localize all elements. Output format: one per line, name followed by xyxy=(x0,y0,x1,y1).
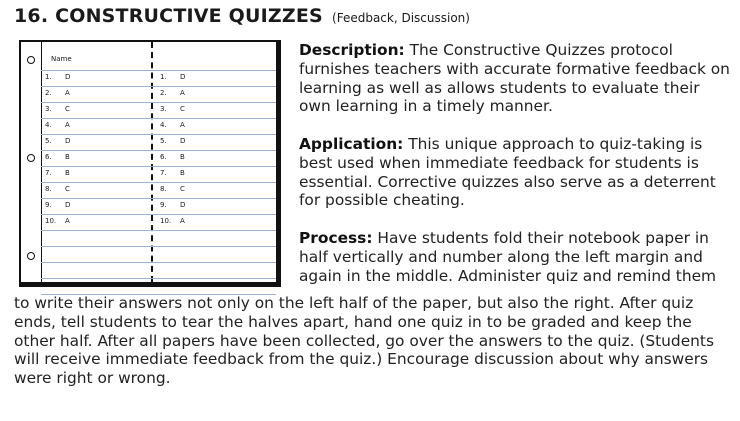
application-line: for possible cheating. xyxy=(299,191,465,210)
question-number: 4. xyxy=(160,121,167,129)
process-line: Have students fold their notebook paper in xyxy=(372,229,709,247)
ruled-line xyxy=(41,166,276,167)
ruled-line xyxy=(41,86,276,87)
application-paragraph xyxy=(299,135,739,210)
process-line: half vertically and number along the left margin and xyxy=(299,247,703,266)
process-line: ends, tell students to tear the halves apart, hand one quiz in to be graded and keep the xyxy=(14,312,692,331)
answer-letter: B xyxy=(180,169,185,177)
answer-letter: B xyxy=(180,153,185,161)
ruled-line xyxy=(41,246,276,247)
answer-letter: A xyxy=(180,121,185,129)
left-answer-row xyxy=(45,73,70,81)
answer-letter: D xyxy=(180,201,186,209)
answer-letter: A xyxy=(180,217,185,225)
question-number: 7. xyxy=(45,169,52,177)
left-answer-row xyxy=(45,201,70,209)
answer-letter: C xyxy=(180,105,185,113)
answer-letter: A xyxy=(180,89,185,97)
section-heading xyxy=(14,5,470,27)
process-line: to write their answers not only on the left half of the paper, but also the right. After quiz xyxy=(14,294,694,312)
description-line: own learning in a timely manner. xyxy=(299,97,553,116)
name-label: Name xyxy=(51,55,72,63)
right-answer-row xyxy=(160,73,185,81)
answer-letter: C xyxy=(65,185,70,193)
process-label: Process: xyxy=(299,229,373,247)
ruled-line xyxy=(41,278,276,279)
right-answer-row xyxy=(160,217,185,225)
right-answer-row xyxy=(160,153,185,161)
left-answer-row xyxy=(45,105,70,113)
ruled-line xyxy=(41,70,276,71)
right-answer-row xyxy=(160,185,185,193)
answer-letter: A xyxy=(65,217,70,225)
ruled-line xyxy=(41,150,276,151)
answer-letter: D xyxy=(65,137,71,145)
answer-letter: A xyxy=(65,121,70,129)
process-line: were right or wrong. xyxy=(14,369,171,388)
question-number: 4. xyxy=(45,121,52,129)
right-answer-row xyxy=(160,89,185,97)
question-number: 3. xyxy=(45,105,52,113)
right-answer-row xyxy=(160,201,185,209)
right-answer-row xyxy=(160,105,185,113)
question-number: 6. xyxy=(160,153,167,161)
application-line: This unique approach to quiz-taking is xyxy=(403,135,703,153)
question-number: 9. xyxy=(160,201,167,209)
application-line: essential. Corrective quizzes also serve as a deterrent xyxy=(299,172,716,191)
question-number: 8. xyxy=(160,185,167,193)
ruled-line xyxy=(41,198,276,199)
description-line: The Constructive Quizzes protocol xyxy=(404,41,673,59)
question-number: 3. xyxy=(160,105,167,113)
left-answer-row xyxy=(45,137,70,145)
answer-letter: D xyxy=(65,73,71,81)
left-answer-row xyxy=(45,185,70,193)
ruled-line xyxy=(41,102,276,103)
binder-hole-icon xyxy=(27,56,35,64)
process-line: will receive immediate feedback from the quiz.) Encourage discussion about why answers xyxy=(14,350,709,369)
notebook-paper-figure xyxy=(19,40,281,287)
ruled-line xyxy=(41,230,276,231)
ruled-line xyxy=(41,118,276,119)
description-paragraph xyxy=(299,41,739,116)
question-number: 2. xyxy=(160,89,167,97)
process-line: again in the middle. Administer quiz and remind them xyxy=(299,266,717,285)
right-answer-row xyxy=(160,121,185,129)
process-line: other half. After all papers have been collected, go over the answers to the quiz. (Students xyxy=(14,331,714,350)
left-answer-row xyxy=(45,217,70,225)
ruled-line xyxy=(41,262,276,263)
description-line: learning as well as allows students to evaluate their xyxy=(299,78,700,97)
answer-letter: C xyxy=(65,105,70,113)
ruled-line xyxy=(41,214,276,215)
application-label: Application: xyxy=(299,135,404,153)
ruled-line xyxy=(41,134,276,135)
left-answer-row xyxy=(45,153,70,161)
description-label: Description: xyxy=(299,41,405,59)
question-number: 10. xyxy=(45,217,57,225)
answer-letter: B xyxy=(65,169,70,177)
answer-letter: D xyxy=(180,73,186,81)
question-number: 10. xyxy=(160,217,172,225)
answer-letter: D xyxy=(65,201,71,209)
binder-hole-icon xyxy=(27,154,35,162)
left-answer-row xyxy=(45,121,70,129)
left-answer-row xyxy=(45,89,70,97)
question-number: 7. xyxy=(160,169,167,177)
question-number: 1. xyxy=(45,73,52,81)
section-tags: (Feedback, Discussion) xyxy=(332,11,470,25)
answer-letter: B xyxy=(65,153,70,161)
process-paragraph xyxy=(299,229,739,285)
process-paragraph-continued xyxy=(14,294,739,388)
application-line: best used when immediate feedback for students is xyxy=(299,153,699,172)
description-line: furnishes teachers with accurate formative feedback on xyxy=(299,59,730,78)
question-number: 5. xyxy=(45,137,52,145)
ruled-line xyxy=(41,182,276,183)
right-answer-row xyxy=(160,137,185,145)
answer-letter: A xyxy=(65,89,70,97)
left-answer-row xyxy=(45,169,70,177)
question-number: 8. xyxy=(45,185,52,193)
section-title: 16. CONSTRUCTIVE QUIZZES xyxy=(14,5,323,27)
question-number: 1. xyxy=(160,73,167,81)
question-number: 6. xyxy=(45,153,52,161)
question-number: 5. xyxy=(160,137,167,145)
question-number: 2. xyxy=(45,89,52,97)
question-number: 9. xyxy=(45,201,52,209)
right-answer-row xyxy=(160,169,185,177)
binder-hole-icon xyxy=(27,252,35,260)
answer-letter: D xyxy=(180,137,186,145)
answer-letter: C xyxy=(180,185,185,193)
